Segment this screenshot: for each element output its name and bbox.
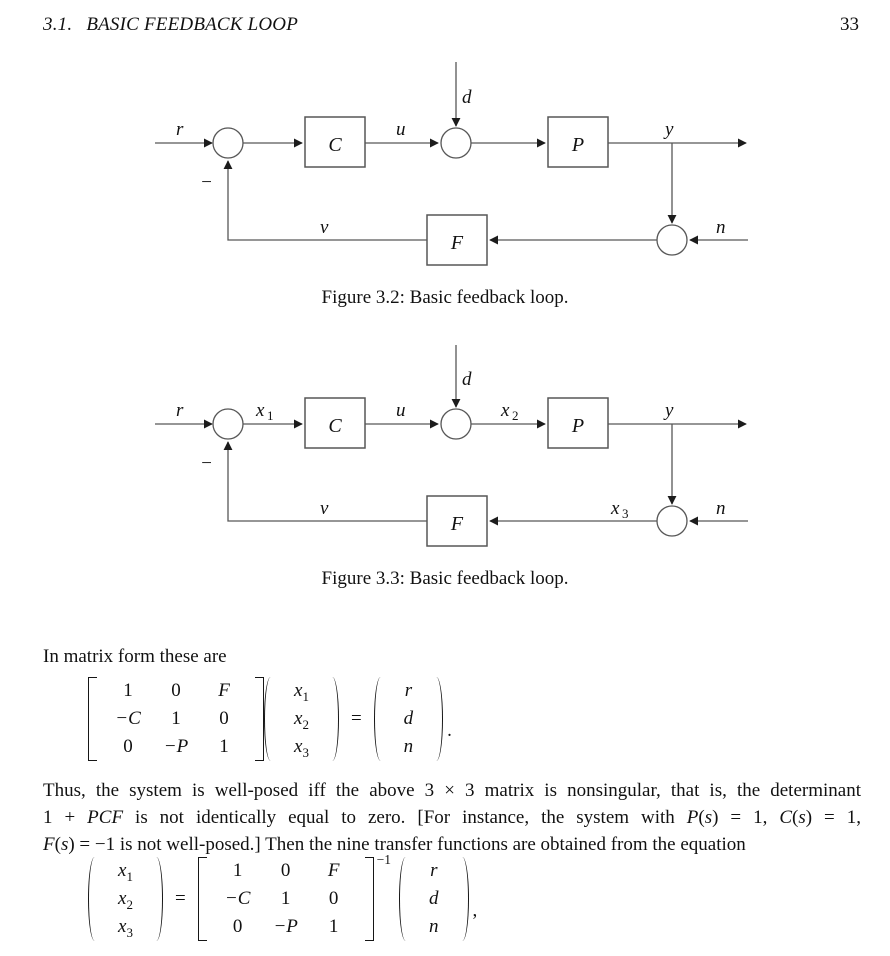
section-title: BASIC FEEDBACK LOOP — [86, 14, 299, 35]
equals-sign: = — [174, 888, 186, 909]
vector-cell — [285, 705, 318, 733]
math-run: s — [704, 807, 713, 828]
figure-3-3-diagram — [155, 345, 748, 546]
fig32-summing-junction-3 — [657, 225, 687, 255]
text-run: ( — [698, 807, 705, 828]
right-bracket — [255, 677, 264, 761]
left-paren — [374, 677, 386, 761]
vector-var: x — [294, 736, 303, 757]
left-paren — [88, 857, 100, 941]
matrix-cell: 0 — [232, 916, 243, 937]
text-run: Thus, the system is well-posed iff the above 3 × 3 matrix is nonsingular, that is, the determinant — [43, 780, 861, 801]
fig32-label-y: y — [665, 119, 674, 140]
vector-cell — [109, 857, 142, 885]
right-paren — [431, 677, 443, 761]
input-vector — [418, 856, 450, 942]
fig32-label-minus: − — [200, 172, 213, 193]
vector-sub: 3 — [126, 924, 133, 940]
right-paren — [457, 857, 469, 941]
matrix-cell: 0 — [328, 888, 339, 909]
text-run: ( — [792, 807, 799, 828]
matrix-cell: 1 — [232, 860, 243, 881]
matrix-cell: F — [218, 680, 230, 701]
matrix-cell: −C — [224, 888, 251, 909]
fig33-label-u: u — [396, 400, 406, 421]
matrix-cell: 0 — [123, 736, 133, 757]
text-run: ) = 1, — [805, 807, 861, 828]
intro-text: In matrix form these are — [43, 646, 227, 667]
coefficient-matrix — [212, 856, 360, 942]
math-run: s — [60, 834, 69, 855]
fig33-label-y: y — [665, 400, 674, 421]
fig32-block-P-label: P — [571, 134, 585, 156]
fig33-block-C-label: C — [328, 415, 342, 437]
fig32-label-r: r — [176, 119, 184, 140]
fig33-label-x2: x — [501, 400, 510, 421]
vector-cell: n — [429, 916, 439, 937]
paragraph-line-2 — [43, 804, 861, 831]
paragraph-line-1 — [43, 777, 861, 804]
matrix-cell: 1 — [171, 708, 181, 729]
page-number: 33 — [840, 14, 859, 35]
fig32-label-n: n — [716, 217, 726, 238]
matrix-cell: F — [327, 860, 340, 881]
vector-var: x — [118, 888, 127, 909]
equals-sign: = — [350, 708, 362, 729]
matrix-cell: 1 — [123, 680, 133, 701]
matrix-cell: 0 — [219, 708, 229, 729]
matrix-cell: 1 — [280, 888, 291, 909]
vector-cell: n — [403, 736, 414, 757]
fig33-block-P-label: P — [571, 415, 585, 437]
vector-cell: r — [404, 680, 413, 701]
vector-cell — [109, 913, 142, 941]
matrix-cell: −P — [163, 736, 189, 757]
right-paren — [327, 677, 339, 761]
fig33-label-d: d — [462, 369, 472, 390]
fig33-label-n: n — [716, 498, 726, 519]
coefficient-matrix — [102, 676, 250, 762]
text-run: ) = 1, — [712, 807, 780, 828]
fig32-label-d: d — [462, 87, 472, 108]
fig33-label-x1: x — [256, 400, 265, 421]
matrix-equation-1 — [88, 676, 452, 762]
vector-cell — [109, 885, 142, 913]
vector-sub: 3 — [302, 744, 309, 760]
figure-3-3-caption: Figure 3.3: Basic feedback loop. — [321, 568, 569, 589]
math-run: P — [686, 807, 699, 828]
matrix-cell: −C — [115, 708, 141, 729]
figure-3-2-diagram — [155, 62, 748, 265]
fig32-block-F-label: F — [450, 232, 464, 254]
vector-cell: r — [430, 860, 438, 881]
figure-3-2-caption: Figure 3.2: Basic feedback loop. — [321, 287, 569, 308]
math-run: F — [43, 834, 55, 855]
fig33-label-x2-sub: 2 — [512, 408, 519, 423]
vector-cell — [285, 677, 318, 705]
vector-cell — [285, 733, 318, 761]
fig32-label-u: u — [396, 119, 406, 140]
matrix-cell: 0 — [171, 680, 181, 701]
left-paren — [399, 857, 411, 941]
text-run: ( — [54, 834, 61, 855]
fig32-label-v: v — [320, 217, 329, 238]
fig33-label-r: r — [176, 400, 184, 421]
input-vector — [393, 676, 425, 762]
fig33-block-F-label: F — [450, 513, 464, 535]
fig33-label-minus: − — [200, 453, 213, 474]
math-run: s — [798, 807, 806, 828]
fig32-block-C-label: C — [328, 134, 342, 156]
text-run: ) = −1 is not well-posed.] Then the nine transfer functions are obtained from the equation — [68, 834, 746, 855]
matrix-cell: 0 — [280, 860, 291, 881]
fig33-label-x1-sub: 1 — [267, 408, 274, 423]
vector-var: x — [294, 708, 303, 729]
fig32-summing-junction-2 — [441, 128, 471, 158]
vector-var: x — [118, 860, 127, 881]
vector-sub: 2 — [302, 716, 309, 732]
left-bracket — [198, 857, 207, 941]
fig32-summing-junction-1 — [213, 128, 243, 158]
vector-var: x — [118, 916, 127, 937]
vector-sub: 1 — [126, 868, 133, 884]
inverse-exponent: −1 — [376, 852, 392, 867]
text-run: is not identically equal to zero. [For instance, the system with — [123, 807, 687, 828]
left-bracket — [88, 677, 97, 761]
fig33-summing-junction-1 — [213, 409, 243, 439]
matrix-cell: 1 — [328, 916, 339, 937]
math-run: PCF — [87, 807, 124, 828]
vector-cell: d — [429, 888, 439, 909]
fig33-label-x3-sub: 3 — [622, 506, 629, 521]
vector-sub: 1 — [302, 688, 309, 704]
vector-cell: d — [403, 708, 414, 729]
fig33-summing-junction-3 — [657, 506, 687, 536]
state-vector — [107, 856, 144, 942]
right-bracket — [365, 857, 374, 941]
matrix-cell: −P — [273, 916, 298, 937]
state-vector — [283, 676, 320, 762]
fig33-label-x3: x — [611, 498, 620, 519]
text-run: 1 + — [43, 807, 88, 828]
paragraph-line-3 — [43, 831, 861, 858]
math-run: C — [779, 807, 793, 828]
section-number: 3.1. — [43, 14, 73, 35]
fig33-summing-junction-2 — [441, 409, 471, 439]
left-paren — [264, 677, 276, 761]
equation-comma: , — [472, 900, 478, 921]
vector-sub: 2 — [126, 896, 133, 912]
vector-var: x — [294, 680, 303, 701]
matrix-equation-2 — [88, 852, 478, 942]
equation-period: . — [447, 720, 452, 741]
matrix-cell: 1 — [219, 736, 229, 757]
right-paren — [151, 857, 163, 941]
body-paragraph — [43, 777, 861, 858]
fig33-label-v: v — [320, 498, 329, 519]
